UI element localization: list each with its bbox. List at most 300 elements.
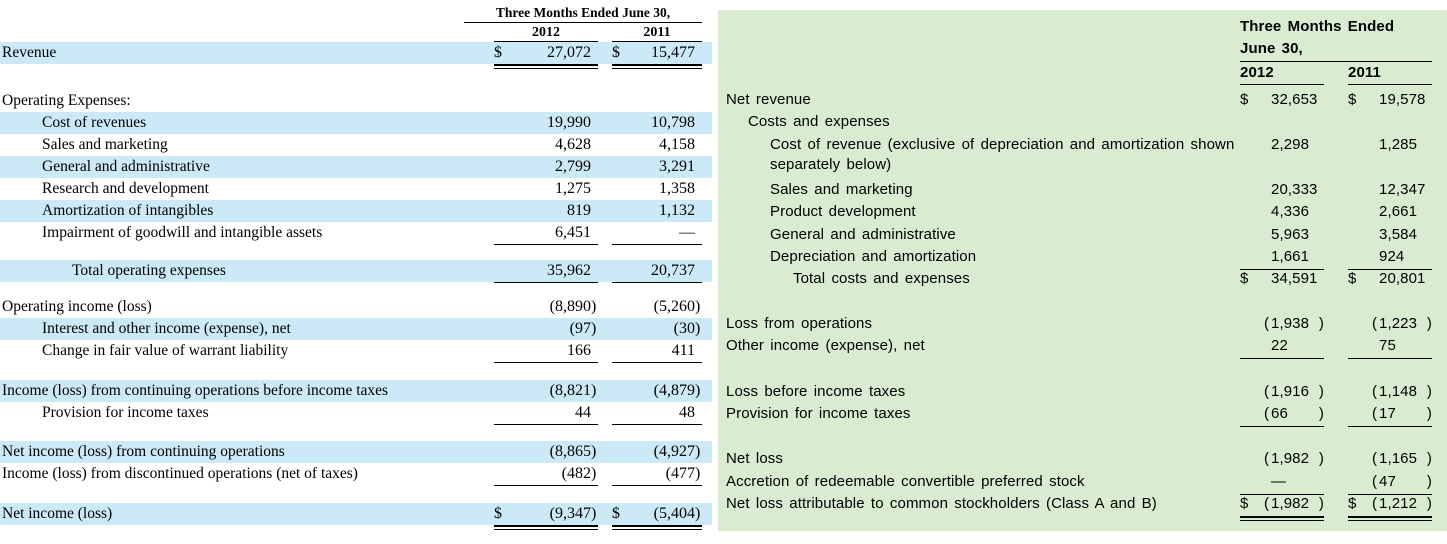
row-label: Operating Expenses: — [2, 92, 131, 109]
dollar-sign — [1348, 336, 1372, 356]
value-2012-cell — [494, 201, 598, 220]
value-text: 34,591 — [1271, 270, 1318, 288]
value-2012-cell — [494, 179, 598, 198]
spacer-row — [726, 426, 1432, 449]
value-2012-cell — [1240, 494, 1324, 521]
value-text: 10,798 — [651, 114, 695, 131]
table-row — [0, 318, 712, 340]
header-label-space — [726, 16, 1240, 90]
table-row — [0, 90, 712, 112]
dollar-sign — [494, 297, 510, 316]
table-row — [0, 463, 712, 485]
value-2011-cell — [612, 319, 702, 338]
double-rule — [494, 64, 598, 69]
green-income-statement — [718, 10, 1447, 531]
dollar-sign — [1240, 472, 1264, 492]
value-2012-cell — [494, 381, 598, 400]
value-text: 2,799 — [555, 158, 591, 175]
dollar-sign — [1240, 336, 1264, 356]
dollar-sign — [612, 113, 628, 132]
row-label: Impairment of goodwill and intangible assets — [42, 224, 323, 241]
double-rule — [494, 525, 598, 530]
value-text: 2,298 — [1271, 135, 1310, 153]
table-row — [0, 340, 712, 362]
value-text: 1,982 — [1271, 495, 1310, 513]
dollar-sign — [1240, 314, 1264, 334]
row-label: Amortization of intangibles — [42, 202, 214, 219]
close-paren: ) — [1318, 495, 1324, 513]
value-text: 5,963 — [1271, 225, 1310, 243]
table-row — [0, 222, 712, 244]
value-2012-cell — [494, 504, 598, 530]
row-label: Net revenue — [726, 91, 811, 108]
row-label: Research and development — [42, 180, 209, 197]
value-text: 1,165 — [1379, 450, 1418, 468]
close-paren — [1424, 225, 1432, 245]
single-rule — [1348, 356, 1432, 359]
dollar-sign — [1240, 225, 1264, 245]
row-label: General and administrative — [42, 158, 210, 175]
value-2012-cell — [494, 135, 598, 154]
column-gap — [1324, 64, 1348, 85]
close-paren — [1424, 135, 1432, 155]
header-label-space — [0, 5, 494, 42]
table-row — [0, 156, 712, 178]
open-paren: ( — [1372, 495, 1378, 513]
table-row — [726, 449, 1432, 471]
row-label: Depreciation and amortization — [770, 247, 977, 265]
close-paren — [1425, 90, 1433, 110]
dollar-sign — [1348, 180, 1372, 200]
row-label: Income (loss) from continuing operations before income taxes — [2, 382, 389, 399]
value-text: 15,477 — [651, 44, 695, 61]
value-2011-cell — [1348, 180, 1432, 200]
close-paren — [591, 113, 598, 132]
dollar-sign — [612, 157, 628, 176]
row-label: Provision for income taxes — [726, 404, 911, 422]
value-2011-cell — [1348, 494, 1432, 521]
dollar-sign — [612, 135, 628, 154]
value-text: 3,584 — [1379, 225, 1418, 243]
value-2011-cell — [1348, 404, 1432, 427]
value-text: (477 — [665, 465, 695, 482]
dollar-sign — [612, 201, 628, 220]
value-2012-cell — [1240, 135, 1324, 155]
column-gap — [598, 25, 612, 42]
value-2011-cell — [612, 261, 702, 283]
table-row — [726, 225, 1432, 247]
close-paren: ) — [1318, 382, 1324, 400]
value-text: (4,927 — [653, 443, 695, 460]
row-label: Revenue — [2, 44, 57, 61]
close-paren — [695, 341, 702, 360]
close-paren: ) — [1426, 382, 1432, 400]
dollar-sign — [1348, 314, 1372, 334]
close-paren — [695, 261, 702, 280]
dollar-sign: $ — [612, 505, 620, 522]
dollar-sign — [612, 341, 628, 360]
value-2012-cell — [494, 43, 598, 69]
dollar-sign — [1240, 382, 1264, 402]
spacer-row — [726, 292, 1432, 314]
close-paren — [1317, 180, 1325, 200]
value-2011-cell — [1348, 382, 1432, 402]
close-paren: ) — [695, 505, 701, 522]
table-row — [0, 112, 712, 134]
open-paren — [1372, 202, 1379, 222]
open-paren — [1372, 336, 1379, 356]
header-columns — [494, 5, 702, 42]
value-text: 1,982 — [1271, 450, 1310, 468]
value-2011-cell — [1348, 135, 1432, 155]
value-text: 1,275 — [555, 180, 591, 197]
value-text: 4,336 — [1271, 203, 1310, 221]
close-paren — [1425, 269, 1433, 289]
year-2011-header: 2011 — [612, 25, 702, 42]
table-row — [0, 441, 712, 463]
dollar-sign — [494, 381, 510, 400]
value-2012-cell — [1240, 472, 1324, 495]
dollar-sign — [1240, 449, 1264, 469]
value-2011-cell — [612, 201, 702, 220]
row-label: Income (loss) from discontinued operations (net of taxes) — [2, 465, 358, 482]
value-text: 1,132 — [659, 202, 695, 219]
value-text: 44 — [575, 404, 591, 421]
row-label: Sales and marketing — [42, 136, 168, 153]
close-paren — [1316, 336, 1324, 356]
table-row — [726, 247, 1432, 269]
dollar-sign — [1348, 472, 1372, 492]
close-paren: ) — [1318, 404, 1324, 422]
period-line2: June 30, — [1240, 40, 1303, 57]
close-paren — [591, 341, 598, 360]
value-text: 17 — [1379, 404, 1396, 422]
dollar-sign: $ — [494, 44, 502, 61]
value-2011-cell — [612, 113, 702, 132]
table-row — [0, 296, 712, 318]
table-row — [0, 134, 712, 156]
close-paren — [1316, 472, 1324, 492]
value-2011-cell — [612, 223, 702, 245]
open-paren — [1264, 336, 1271, 356]
value-2012-cell — [1240, 404, 1324, 427]
row-label: General and administrative — [770, 225, 956, 243]
dollar-sign — [1348, 449, 1372, 469]
row-label: Product development — [770, 203, 916, 221]
value-2012-cell — [494, 403, 598, 425]
value-2012-cell — [1240, 90, 1324, 110]
dollar-sign — [612, 381, 628, 400]
value-text: (8,821 — [549, 382, 591, 399]
value-text: 6,451 — [555, 224, 591, 241]
table-row — [726, 472, 1432, 494]
open-paren — [1264, 472, 1271, 492]
value-2011-cell — [612, 381, 702, 400]
open-paren — [1264, 135, 1271, 155]
value-2012-cell — [1240, 269, 1324, 289]
dollar-sign: $ — [1348, 91, 1357, 108]
close-paren — [1424, 247, 1432, 267]
close-paren: ) — [1426, 314, 1432, 332]
value-text: 166 — [567, 342, 591, 359]
close-paren: ) — [591, 382, 597, 399]
dollar-sign: $ — [1348, 495, 1357, 513]
value-2011-cell — [1348, 336, 1432, 359]
value-text: (5,260 — [653, 298, 695, 315]
open-paren: ( — [1264, 314, 1270, 332]
close-paren: ) — [695, 298, 701, 315]
row-label: Total costs and expenses — [793, 270, 970, 288]
close-paren — [1424, 336, 1432, 356]
dollar-sign — [1240, 135, 1264, 155]
value-text: 4,628 — [555, 136, 591, 153]
right-table-body — [726, 90, 1432, 516]
dollar-sign — [612, 223, 628, 242]
dollar-sign — [494, 179, 510, 198]
close-paren: ) — [1318, 450, 1324, 468]
value-text: 1,212 — [1379, 495, 1418, 513]
value-text: 20,737 — [651, 262, 695, 279]
table-row — [726, 202, 1432, 224]
row-label: Net income (loss) from continuing operations — [2, 443, 285, 460]
value-text: 27,072 — [547, 44, 591, 61]
dollar-sign: $ — [1240, 91, 1249, 108]
close-paren — [695, 43, 702, 62]
dollar-sign — [1348, 225, 1372, 245]
value-text: 1,285 — [1379, 135, 1418, 153]
right-pad — [702, 5, 712, 42]
row-label: Accretion of redeemable convertible preferred stock — [726, 472, 1085, 490]
single-rule — [494, 360, 598, 363]
row-label: Loss before income taxes — [726, 382, 906, 400]
value-text: 20,333 — [1271, 180, 1318, 198]
value-2012-cell — [1240, 202, 1324, 222]
open-paren — [1264, 269, 1271, 289]
close-paren: ) — [695, 320, 701, 337]
value-text: (5,404 — [653, 505, 695, 522]
dollar-sign — [494, 403, 510, 422]
table-row — [0, 200, 712, 222]
value-text: 4,158 — [659, 136, 695, 153]
dollar-sign — [612, 179, 628, 198]
value-2011-cell — [1348, 90, 1432, 110]
open-paren: ( — [1264, 495, 1270, 513]
value-text: 32,653 — [1271, 91, 1318, 108]
close-paren: ) — [695, 465, 701, 482]
open-paren — [1372, 90, 1379, 110]
table-row — [0, 178, 712, 200]
close-paren — [1316, 135, 1324, 155]
value-text: 2,661 — [1379, 203, 1418, 221]
open-paren — [1372, 247, 1379, 267]
dollar-sign — [1240, 180, 1264, 200]
dollar-sign — [1348, 135, 1372, 155]
dollar-sign — [494, 319, 510, 338]
value-text: (482 — [561, 465, 591, 482]
row-label: Provision for income taxes — [42, 404, 209, 421]
open-paren: ( — [1372, 382, 1378, 400]
dollar-sign: $ — [1240, 495, 1249, 513]
value-text: — — [679, 224, 695, 241]
dollar-sign — [1348, 247, 1372, 267]
dollar-sign — [494, 341, 510, 360]
left-table-header — [0, 5, 712, 42]
value-text: (4,879 — [653, 382, 695, 399]
row-label: Interest and other income (expense), net — [42, 320, 291, 337]
dollar-sign — [612, 319, 628, 338]
close-paren: ) — [1426, 472, 1432, 490]
dollar-sign — [1240, 247, 1264, 267]
dollar-sign — [1348, 202, 1372, 222]
value-2011-cell — [1348, 472, 1432, 495]
dollar-sign: $ — [1240, 270, 1249, 288]
value-2012-cell — [1240, 225, 1324, 245]
spacer-row — [0, 485, 712, 503]
value-text: 411 — [671, 342, 695, 359]
double-rule — [1240, 516, 1324, 521]
open-paren — [1264, 90, 1271, 110]
value-2011-cell — [612, 464, 702, 486]
close-paren — [1425, 180, 1433, 200]
close-paren — [695, 223, 702, 242]
double-rule — [612, 525, 702, 530]
row-label: Total operating expenses — [72, 262, 226, 279]
open-paren: ( — [1372, 404, 1378, 422]
single-rule — [494, 242, 598, 245]
dollar-sign — [1348, 382, 1372, 402]
close-paren — [1317, 90, 1325, 110]
open-paren: ( — [1264, 450, 1270, 468]
value-text: (8,865 — [549, 443, 591, 460]
value-2011-cell — [1348, 314, 1432, 334]
dollar-sign — [612, 261, 628, 280]
value-text: 3,291 — [659, 158, 695, 175]
close-paren — [591, 179, 598, 198]
table-row — [726, 314, 1432, 336]
value-2011-cell — [612, 157, 702, 176]
close-paren — [695, 201, 702, 220]
spacer-row — [0, 362, 712, 380]
open-paren — [1264, 202, 1271, 222]
value-text: 19,578 — [1379, 91, 1426, 108]
close-paren — [1424, 202, 1432, 222]
dollar-sign — [612, 403, 628, 422]
value-2012-cell — [1240, 180, 1324, 200]
value-text: 22 — [1271, 337, 1288, 355]
close-paren — [1316, 225, 1324, 245]
value-2012-cell — [1240, 336, 1324, 359]
close-paren: ) — [591, 320, 597, 337]
open-paren — [1264, 247, 1271, 267]
dollar-sign — [494, 442, 510, 461]
single-rule — [1348, 424, 1432, 427]
open-paren — [1264, 180, 1271, 200]
close-paren — [1316, 202, 1324, 222]
value-2012-cell — [494, 341, 598, 363]
value-text: 20,801 — [1379, 270, 1426, 288]
row-label: Cost of revenue (exclusive of depreciation and amortization shown separately below) — [770, 135, 1235, 173]
dollar-sign — [494, 135, 510, 154]
table-row — [726, 494, 1432, 516]
value-text: (97 — [569, 320, 591, 337]
value-text: 75 — [1379, 337, 1396, 355]
single-rule — [612, 422, 702, 425]
row-label: Net loss — [726, 450, 783, 468]
close-paren — [1316, 247, 1324, 267]
open-paren: ( — [1264, 382, 1270, 400]
value-2011-cell — [612, 297, 702, 316]
year-2012-header: 2012 — [1240, 64, 1324, 85]
spacer-row — [0, 244, 712, 260]
close-paren — [591, 157, 598, 176]
dollar-sign — [612, 297, 628, 316]
dollar-sign: $ — [612, 44, 620, 61]
table-row — [726, 180, 1432, 202]
table-row — [726, 336, 1432, 358]
single-rule — [494, 422, 598, 425]
value-text: 924 — [1379, 247, 1405, 265]
single-rule — [612, 280, 702, 283]
value-text: 1,223 — [1379, 314, 1418, 332]
row-label: Change in fair value of warrant liability — [42, 342, 289, 359]
dollar-sign — [1240, 404, 1264, 424]
value-text: 66 — [1271, 404, 1288, 422]
value-2011-cell — [612, 442, 702, 461]
header-columns — [1240, 16, 1432, 90]
left-table-body — [0, 42, 712, 525]
value-text: 48 — [679, 404, 695, 421]
value-text: 1,148 — [1379, 382, 1418, 400]
value-2011-cell — [612, 504, 702, 530]
row-label: Sales and marketing — [770, 180, 913, 198]
value-2011-cell — [1348, 449, 1432, 469]
dollar-sign — [494, 223, 510, 242]
value-2012-cell — [494, 319, 598, 338]
close-paren — [591, 201, 598, 220]
spacer-row — [0, 64, 712, 90]
row-label: Net loss attributable to common stockholders (Class A and B) — [726, 495, 1157, 513]
value-text: (8,890 — [549, 298, 591, 315]
spacer-row — [0, 424, 712, 441]
spacer-row — [726, 359, 1432, 382]
dollar-sign: $ — [494, 505, 502, 522]
value-2011-cell — [1348, 225, 1432, 245]
close-paren: ) — [1318, 314, 1324, 332]
table-row — [726, 269, 1432, 291]
year-2012-header: 2012 — [494, 25, 598, 42]
dollar-sign — [612, 464, 628, 483]
row-label: Operating income (loss) — [2, 298, 152, 315]
open-paren: ( — [1264, 404, 1270, 422]
value-2012-cell — [1240, 382, 1324, 402]
close-paren — [1317, 269, 1325, 289]
single-rule — [1240, 424, 1324, 427]
value-2011-cell — [1348, 247, 1432, 270]
value-text: 35,962 — [547, 262, 591, 279]
gaap-income-statement — [0, 0, 712, 544]
single-rule — [494, 280, 598, 283]
close-paren: ) — [591, 465, 597, 482]
value-2012-cell — [494, 297, 598, 316]
close-paren — [591, 135, 598, 154]
single-rule — [612, 483, 702, 486]
dollar-sign — [1240, 202, 1264, 222]
value-text: — — [1271, 472, 1287, 490]
value-2012-cell — [1240, 449, 1324, 469]
open-paren — [1372, 135, 1379, 155]
single-rule — [494, 483, 598, 486]
value-2011-cell — [612, 403, 702, 425]
